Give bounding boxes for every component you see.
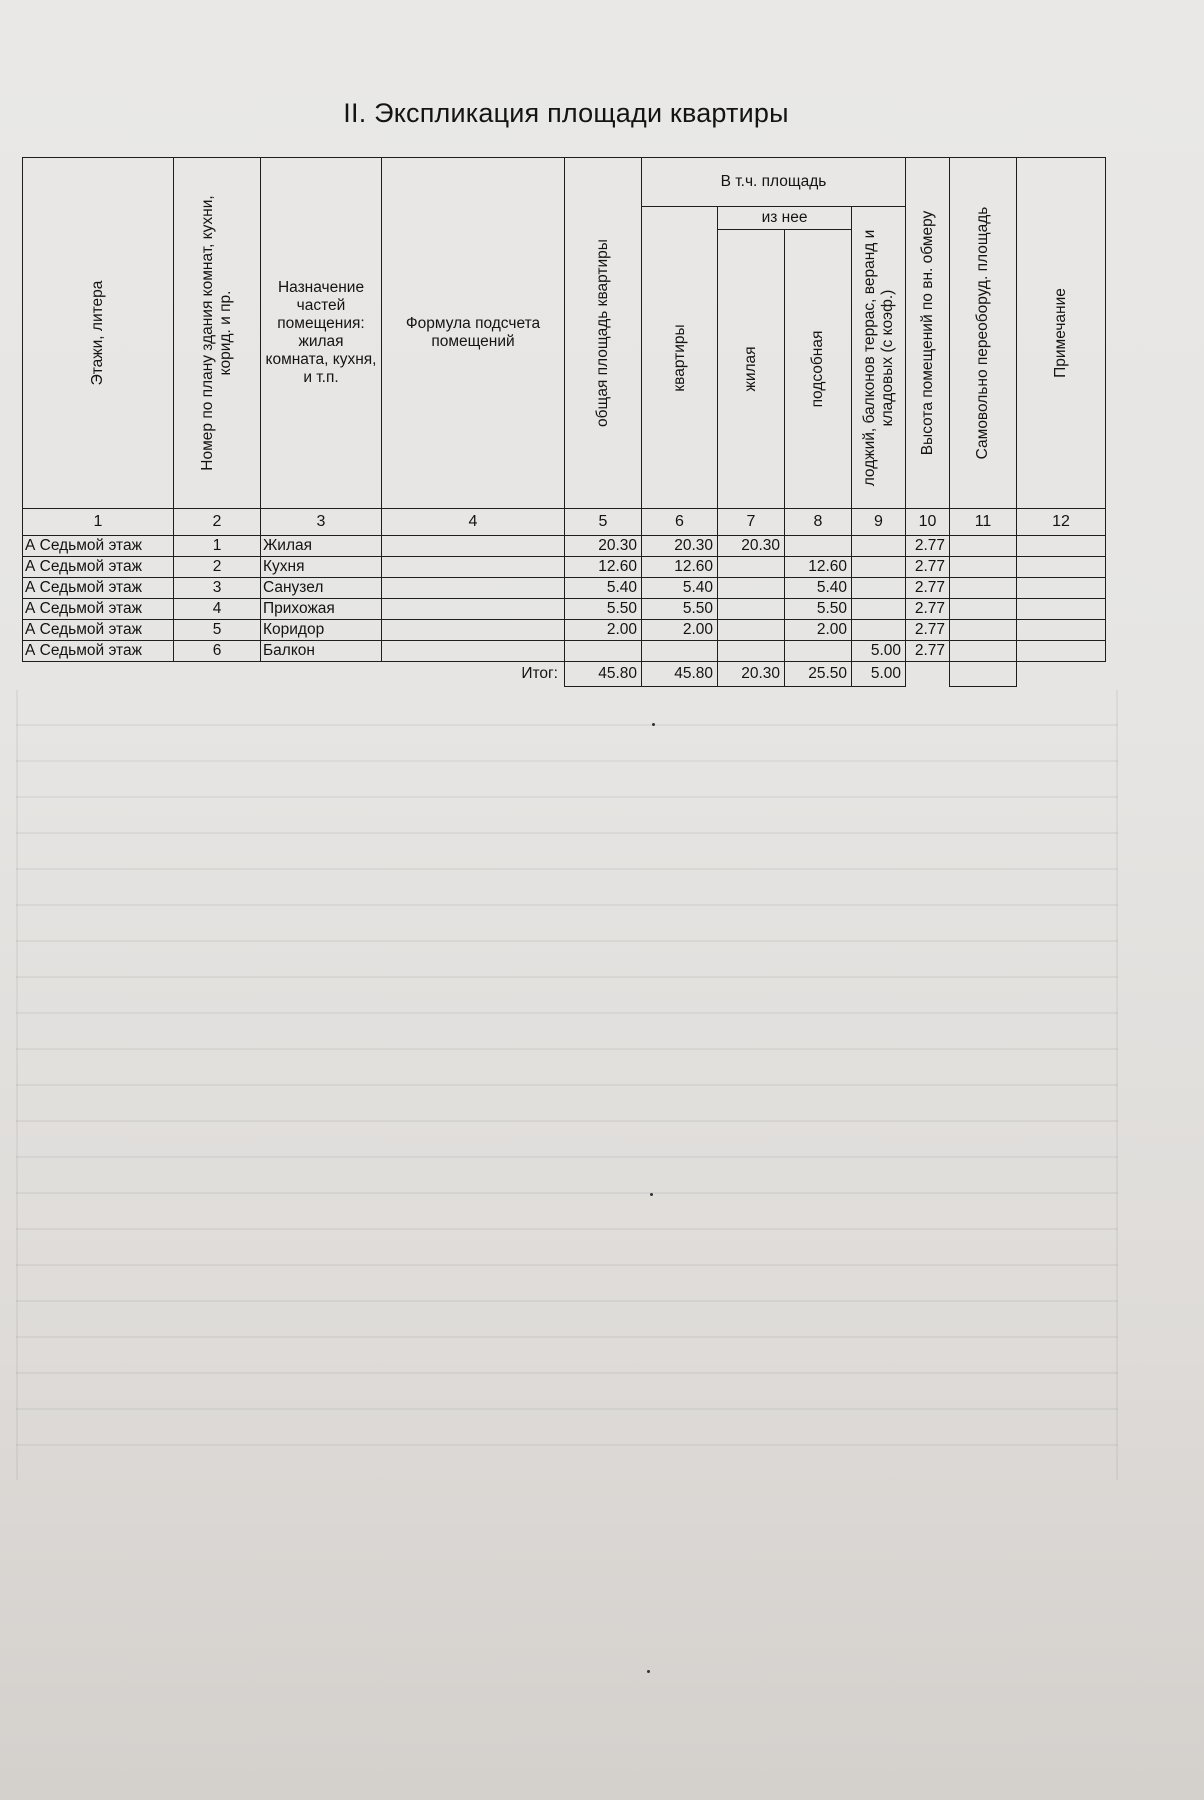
cell-purpose: Балкон [261, 641, 382, 662]
cell-apartment-area: 12.60 [642, 557, 718, 578]
totals-blank [23, 662, 174, 687]
cell-living-area [718, 578, 785, 599]
cell-living-area [718, 620, 785, 641]
table-row [23, 599, 1106, 620]
column-number: 8 [785, 509, 852, 536]
cell-floor: А Седьмой этаж [23, 599, 174, 620]
cell-height: 2.77 [906, 557, 950, 578]
header-balcony: лоджий, балконов террас, веранд и кладовых (с коэф.) [852, 207, 906, 509]
header-subgroup: из нее [718, 207, 852, 230]
cell-purpose: Кухня [261, 557, 382, 578]
cell-note [1017, 620, 1106, 641]
cell-unauthorized [950, 620, 1017, 641]
header-row-1 [23, 158, 1106, 207]
cell-living-area [718, 557, 785, 578]
header-living: жилая [718, 230, 785, 509]
cell-balcony-area [852, 620, 906, 641]
totals-label: Итог: [521, 665, 558, 683]
cell-note [1017, 536, 1106, 557]
cell-unauthorized [950, 557, 1017, 578]
cell-living-area: 20.30 [718, 536, 785, 557]
cell-unauthorized [950, 578, 1017, 599]
cell-floor: А Седьмой этаж [23, 578, 174, 599]
cell-height: 2.77 [906, 641, 950, 662]
cell-formula [382, 641, 565, 662]
cell-balcony-area [852, 557, 906, 578]
column-number: 6 [642, 509, 718, 536]
cell-apartment-area: 5.50 [642, 599, 718, 620]
cell-room-number: 6 [174, 641, 261, 662]
header-apartment: квартиры [642, 207, 718, 509]
bleed-through-table [16, 690, 1118, 1480]
column-number: 5 [565, 509, 642, 536]
header-room-number: Номер по плану здания комнат, кухни, корид. и пр. [174, 158, 261, 509]
cell-room-number: 2 [174, 557, 261, 578]
header-height: Высота помещений по вн. обмеру [906, 158, 950, 509]
totals-blank [174, 662, 261, 687]
cell-total-area: 2.00 [565, 620, 642, 641]
cell-balcony-area: 5.00 [852, 641, 906, 662]
header-purpose: Назначение частей помещения: жилая комната, кухня, и т.п. [261, 158, 382, 509]
table-row [23, 536, 1106, 557]
cell-room-number: 4 [174, 599, 261, 620]
cell-apartment-area: 20.30 [642, 536, 718, 557]
cell-formula [382, 536, 565, 557]
header-unauthorized: Самовольно переоборуд. площадь [950, 158, 1017, 509]
cell-living-area [718, 599, 785, 620]
cell-auxiliary-area [785, 641, 852, 662]
cell-total-area: 5.50 [565, 599, 642, 620]
header-group: В т.ч. площадь [642, 158, 906, 207]
header-total-area: общая площадь квартиры [565, 158, 642, 509]
totals-row [23, 662, 1106, 687]
cell-auxiliary-area: 5.40 [785, 578, 852, 599]
cell-total-area: 12.60 [565, 557, 642, 578]
cell-purpose: Коридор [261, 620, 382, 641]
column-number: 10 [906, 509, 950, 536]
table-row [23, 557, 1106, 578]
cell-purpose: Жилая [261, 536, 382, 557]
cell-apartment-area: 5.40 [642, 578, 718, 599]
cell-formula [382, 620, 565, 641]
speck [652, 723, 655, 726]
explication-table [22, 157, 1106, 687]
cell-formula [382, 599, 565, 620]
table-row [23, 641, 1106, 662]
cell-total-area [565, 641, 642, 662]
totals-blank [261, 662, 382, 687]
table-row [23, 620, 1106, 641]
totals-blank [1017, 662, 1106, 687]
column-number: 7 [718, 509, 785, 536]
cell-auxiliary-area [785, 536, 852, 557]
speck [650, 1193, 653, 1196]
cell-living-area [718, 641, 785, 662]
cell-formula [382, 578, 565, 599]
cell-note [1017, 557, 1106, 578]
cell-room-number: 3 [174, 578, 261, 599]
cell-floor: А Седьмой этаж [23, 620, 174, 641]
cell-purpose: Прихожая [261, 599, 382, 620]
totals-blank [906, 662, 950, 687]
cell-unauthorized [950, 536, 1017, 557]
cell-apartment-area [642, 641, 718, 662]
totals-total-area: 45.80 [565, 662, 642, 687]
cell-room-number: 1 [174, 536, 261, 557]
column-number: 11 [950, 509, 1017, 536]
header-formula: Формула подсчета помещений [382, 158, 565, 509]
cell-total-area: 5.40 [565, 578, 642, 599]
cell-floor: А Седьмой этаж [23, 536, 174, 557]
column-number: 3 [261, 509, 382, 536]
cell-note [1017, 599, 1106, 620]
cell-balcony-area [852, 578, 906, 599]
column-number: 1 [23, 509, 174, 536]
totals-unauthorized [950, 662, 1017, 687]
cell-height: 2.77 [906, 536, 950, 557]
header-auxiliary: подсобная [785, 230, 852, 509]
header-floor: Этажи, литера [23, 158, 174, 509]
cell-balcony-area [852, 536, 906, 557]
cell-room-number: 5 [174, 620, 261, 641]
cell-note [1017, 641, 1106, 662]
cell-auxiliary-area: 2.00 [785, 620, 852, 641]
totals-auxiliary-area: 25.50 [785, 662, 852, 687]
totals-balcony-area: 5.00 [852, 662, 906, 687]
cell-floor: А Седьмой этаж [23, 641, 174, 662]
cell-formula [382, 557, 565, 578]
cell-balcony-area [852, 599, 906, 620]
column-number: 4 [382, 509, 565, 536]
cell-note [1017, 578, 1106, 599]
column-number-row [23, 509, 1106, 536]
totals-apartment-area: 45.80 [642, 662, 718, 687]
page-title [0, 98, 1204, 129]
column-number: 12 [1017, 509, 1106, 536]
cell-height: 2.77 [906, 599, 950, 620]
cell-height: 2.77 [906, 620, 950, 641]
cell-floor: А Седьмой этаж [23, 557, 174, 578]
header-note: Примечание [1017, 158, 1106, 509]
cell-apartment-area: 2.00 [642, 620, 718, 641]
cell-auxiliary-area: 12.60 [785, 557, 852, 578]
cell-total-area: 20.30 [565, 536, 642, 557]
page-title-text: II. Экспликация площади квартиры [343, 98, 789, 128]
cell-unauthorized [950, 641, 1017, 662]
cell-unauthorized [950, 599, 1017, 620]
table-row [23, 578, 1106, 599]
totals-living-area: 20.30 [718, 662, 785, 687]
cell-purpose: Санузел [261, 578, 382, 599]
column-number: 2 [174, 509, 261, 536]
cell-height: 2.77 [906, 578, 950, 599]
speck [647, 1670, 650, 1673]
cell-auxiliary-area: 5.50 [785, 599, 852, 620]
column-number: 9 [852, 509, 906, 536]
